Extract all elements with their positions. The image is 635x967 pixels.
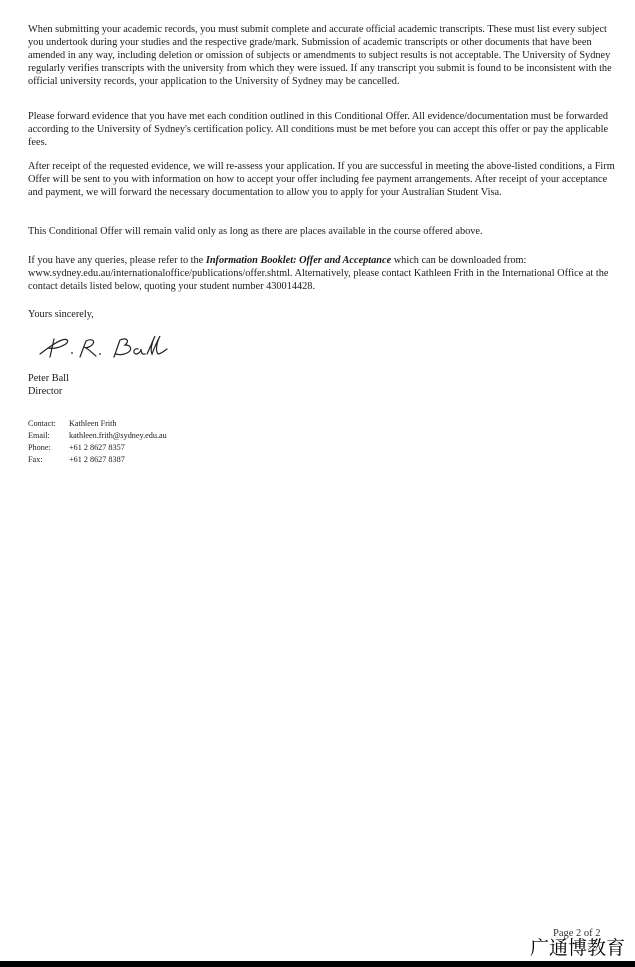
phone-label: Phone: [28, 443, 51, 452]
paragraph-queries [28, 255, 616, 294]
phone-value: +61 2 8627 8357 [69, 443, 125, 452]
signer-title: Director [28, 385, 63, 397]
watermark-logo: 广通博教育 [530, 937, 626, 959]
paragraph-validity: This Conditional Offer will remain valid only as long as there are places available in the course offered above. [28, 226, 483, 237]
booklet-title: Information Booklet: Offer and Acceptance [205, 255, 392, 266]
signature-image [34, 330, 174, 364]
contact-details [28, 418, 167, 466]
paragraph-transcripts: When submitting your academic records, you must submit complete and accurate official academic transcripts. These must list every subject you undertook during your studies and the respective grade/mark. Submission of academic transcripts or other documents that have been amended in any way, including deletion or omission of subjects or amendments to subject results is not acceptable. The University of Sydney regularly verifies transcripts with the university from which they were issued. If any transcript you submit is found to be inconsistent with the official university records, your application to the University of Sydney may be cancelled. [28, 24, 612, 87]
fax-value: +61 2 8627 8387 [69, 455, 125, 464]
email-value: kathleen.frith@sydney.edu.au [69, 431, 167, 440]
queries-rest-text: which can be downloaded from: www.sydney.edu.au/internationaloffice/publications/offer.shtml. Alternatively, please contact Kathleen Frith in the International Office at the contact details listed below, quoting your student number 430014428. [28, 255, 609, 292]
paragraph-evidence: Please forward evidence that you have met each condition outlined in this Conditional Offer. All evidence/documentation must be forwarded according to the University of Sydney's certification policy. All conditions must be met before you can accept this offer or pay the applicable fees. [28, 111, 609, 148]
contact-name: Kathleen Frith [69, 419, 117, 428]
contact-row [28, 418, 167, 430]
fax-label: Fax: [28, 455, 43, 464]
email-label: Email: [28, 431, 50, 440]
queries-intro-text: If you have any queries, please refer to the [28, 255, 206, 266]
signer-block [28, 373, 69, 399]
page-number: Page 2 of 2 [553, 928, 601, 939]
contact-label: Contact: [28, 419, 56, 428]
bottom-border [0, 961, 635, 967]
phone-row [28, 442, 167, 454]
email-row [28, 430, 167, 442]
signer-name: Peter Ball [28, 373, 69, 384]
paragraph-reassess: After receipt of the requested evidence, we will re-assess your application. If you are successful in meeting the above-listed conditions, a Firm Offer will be sent to you with information on how to accept your offer including fee payment arrangements. After receipt of your acceptance and payment, we will forward the necessary documentation to allow you to apply for your Australian Student Visa. [28, 161, 615, 198]
fax-row [28, 454, 167, 466]
closing-salutation: Yours sincerely, [28, 309, 94, 320]
